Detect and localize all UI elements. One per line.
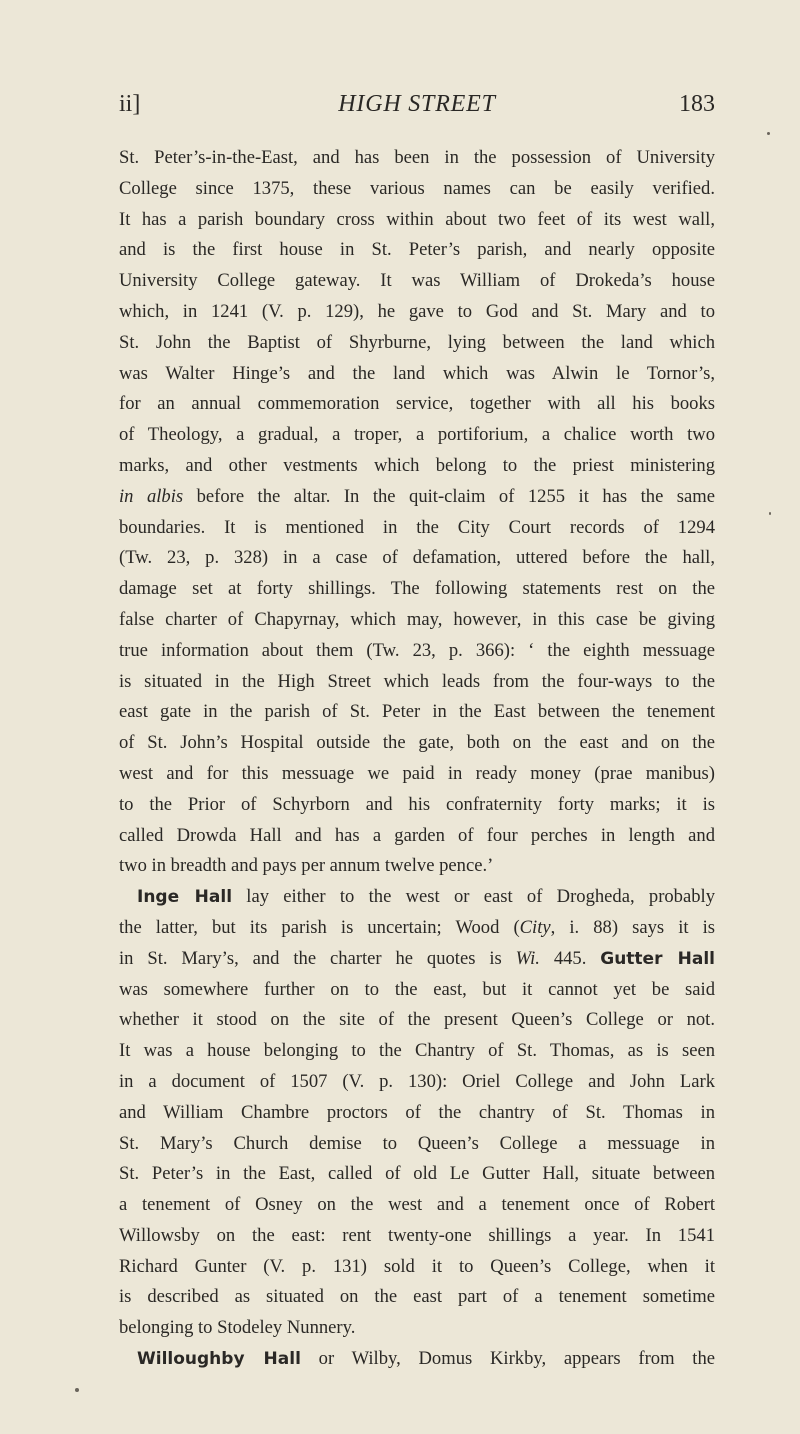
page-speck bbox=[75, 1388, 79, 1392]
text-run: in a document of 1507 (V. p. 130): Oriel College and John Lark bbox=[119, 1070, 715, 1092]
text-run: and is the first house in St. Peter’s parish, and nearly opposite bbox=[119, 239, 715, 261]
running-title: HIGH STREET bbox=[338, 91, 496, 117]
text-run: was Walter Hinge’s and the land which was Alwin le Tornor’s, bbox=[119, 362, 715, 384]
text-line bbox=[119, 1313, 715, 1344]
text-line bbox=[119, 1005, 715, 1036]
text-line bbox=[119, 697, 715, 728]
text-run: belonging to Stodeley Nunnery. bbox=[119, 1317, 356, 1339]
running-head bbox=[119, 86, 715, 122]
text-run: of St. John’s Hospital outside the gate, both on the east and on the bbox=[119, 732, 715, 754]
text-run: College since 1375, these various names can be easily verified. bbox=[119, 177, 715, 199]
text-run: false charter of Chapyrnay, which may, however, in this case be giving bbox=[119, 608, 715, 630]
text-line bbox=[119, 636, 715, 667]
text-run: which, in 1241 (V. p. 129), he gave to God and St. Mary and to bbox=[119, 300, 715, 322]
text-line bbox=[119, 205, 715, 236]
text-line bbox=[119, 482, 715, 513]
text-line bbox=[119, 1159, 715, 1190]
page-speck bbox=[767, 132, 770, 135]
text-line bbox=[119, 759, 715, 790]
text-run: for an annual commemoration service, together with all his books bbox=[119, 393, 715, 415]
text-line bbox=[119, 1221, 715, 1252]
text-line bbox=[119, 266, 715, 297]
text-run: marks, and other vestments which belong to the priest ministering bbox=[119, 454, 715, 476]
text-run: St. Peter’s-in-the-East, and has been in the possession of University bbox=[119, 147, 715, 168]
text-line bbox=[119, 975, 715, 1006]
text-run: is described as situated on the east part of a tenement sometime bbox=[119, 1286, 715, 1308]
text-run: before the altar. In the quit-claim of 1255 it has the same bbox=[183, 485, 715, 507]
text-line bbox=[119, 1129, 715, 1160]
text-run: University College gateway. It was William of Drokeda’s house bbox=[119, 270, 715, 292]
text-run: It has a parish boundary cross within about two feet of its west wall, bbox=[119, 208, 715, 230]
text-line bbox=[119, 543, 715, 574]
chapter-marker: ii] bbox=[119, 91, 141, 117]
text-line bbox=[119, 913, 715, 944]
text-run: to the Prior of Schyrborn and his confraternity forty marks; it is bbox=[119, 793, 715, 815]
text-run: St. Mary’s Church demise to Queen’s College a messuage in bbox=[119, 1132, 715, 1154]
text-run: called Drowda Hall and has a garden of four perches in length and bbox=[119, 824, 715, 846]
page-speck bbox=[769, 512, 771, 515]
text-line bbox=[119, 605, 715, 636]
text-run: the latter, but its parish is uncertain; Wood ( bbox=[119, 916, 520, 938]
text-line bbox=[119, 451, 715, 482]
entry-heading: Inge Hall bbox=[137, 887, 233, 908]
text-line bbox=[119, 1098, 715, 1129]
text-run: St. Peter’s in the East, called of old Le Gutter Hall, situate between bbox=[119, 1163, 715, 1185]
text-line bbox=[119, 574, 715, 605]
italic-text: Wi. bbox=[515, 947, 540, 969]
text-run: St. John the Baptist of Shyrburne, lying between the land which bbox=[119, 331, 715, 353]
text-line bbox=[119, 1036, 715, 1067]
text-run: , i. 88) says it is bbox=[550, 916, 715, 938]
entry-heading: Gutter Hall bbox=[600, 948, 715, 969]
text-line bbox=[119, 328, 715, 359]
text-line bbox=[119, 667, 715, 698]
page-number: 183 bbox=[679, 91, 715, 117]
text-line bbox=[119, 1190, 715, 1221]
text-run: west and for this messuage we paid in ready money (prae manibus) bbox=[119, 762, 715, 784]
text-line bbox=[119, 944, 715, 975]
text-line bbox=[119, 1252, 715, 1283]
text-line bbox=[119, 389, 715, 420]
text-run: of Theology, a gradual, a troper, a portiforium, a chalice worth two bbox=[119, 424, 715, 446]
text-run: whether it stood on the site of the present Queen’s College or not. bbox=[119, 1009, 715, 1031]
text-line bbox=[119, 1344, 715, 1375]
text-run: It was a house belonging to the Chantry of St. Thomas, as is seen bbox=[119, 1040, 715, 1062]
text-line bbox=[119, 513, 715, 544]
italic-text: City bbox=[519, 916, 551, 938]
text-run: or Wilby, Domus Kirkby, appears from the bbox=[300, 1348, 715, 1370]
text-run: true information about them (Tw. 23, p. 366): ‘ the eighth messuage bbox=[119, 639, 715, 661]
text-line bbox=[119, 821, 715, 852]
italic-text: in albis bbox=[119, 485, 184, 507]
text-line bbox=[119, 1067, 715, 1098]
text-line bbox=[119, 728, 715, 759]
text-run: boundaries. It is mentioned in the City Court records of 1294 bbox=[119, 516, 715, 538]
text-run: 445. bbox=[539, 947, 601, 969]
text-run: two in breadth and pays per annum twelve pence.’ bbox=[119, 855, 494, 877]
text-line bbox=[119, 420, 715, 451]
text-line bbox=[119, 851, 715, 882]
text-run: Richard Gunter (V. p. 131) sold it to Queen’s College, when it bbox=[119, 1255, 715, 1277]
text-body bbox=[119, 143, 715, 1375]
text-run: a tenement of Osney on the west and a tenement once of Robert bbox=[119, 1194, 715, 1216]
text-run: Willowsby on the east: rent twenty-one shillings a year. In 1541 bbox=[119, 1224, 715, 1246]
text-run: east gate in the parish of St. Peter in the East between the tenement bbox=[119, 701, 715, 723]
text-run: and William Chambre proctors of the chantry of St. Thomas in bbox=[119, 1101, 715, 1123]
text-run: (Tw. 23, p. 328) in a case of defamation, uttered before the hall, bbox=[119, 547, 715, 569]
text-line bbox=[119, 235, 715, 266]
text-run: was somewhere further on to the east, but it cannot yet be said bbox=[119, 978, 715, 1000]
text-run: is situated in the High Street which leads from the four-ways to the bbox=[119, 670, 715, 692]
text-line bbox=[119, 359, 715, 390]
text-line bbox=[119, 1282, 715, 1313]
text-line bbox=[119, 882, 715, 913]
text-run: in St. Mary’s, and the charter he quotes is bbox=[119, 947, 516, 969]
text-line bbox=[119, 174, 715, 205]
text-line bbox=[119, 790, 715, 821]
entry-heading: Willoughby Hall bbox=[137, 1349, 301, 1370]
text-run: lay either to the west or east of Drogheda, probably bbox=[232, 886, 715, 908]
text-line bbox=[119, 143, 715, 174]
text-run: damage set at forty shillings. The following statements rest on the bbox=[119, 578, 715, 600]
text-line bbox=[119, 297, 715, 328]
